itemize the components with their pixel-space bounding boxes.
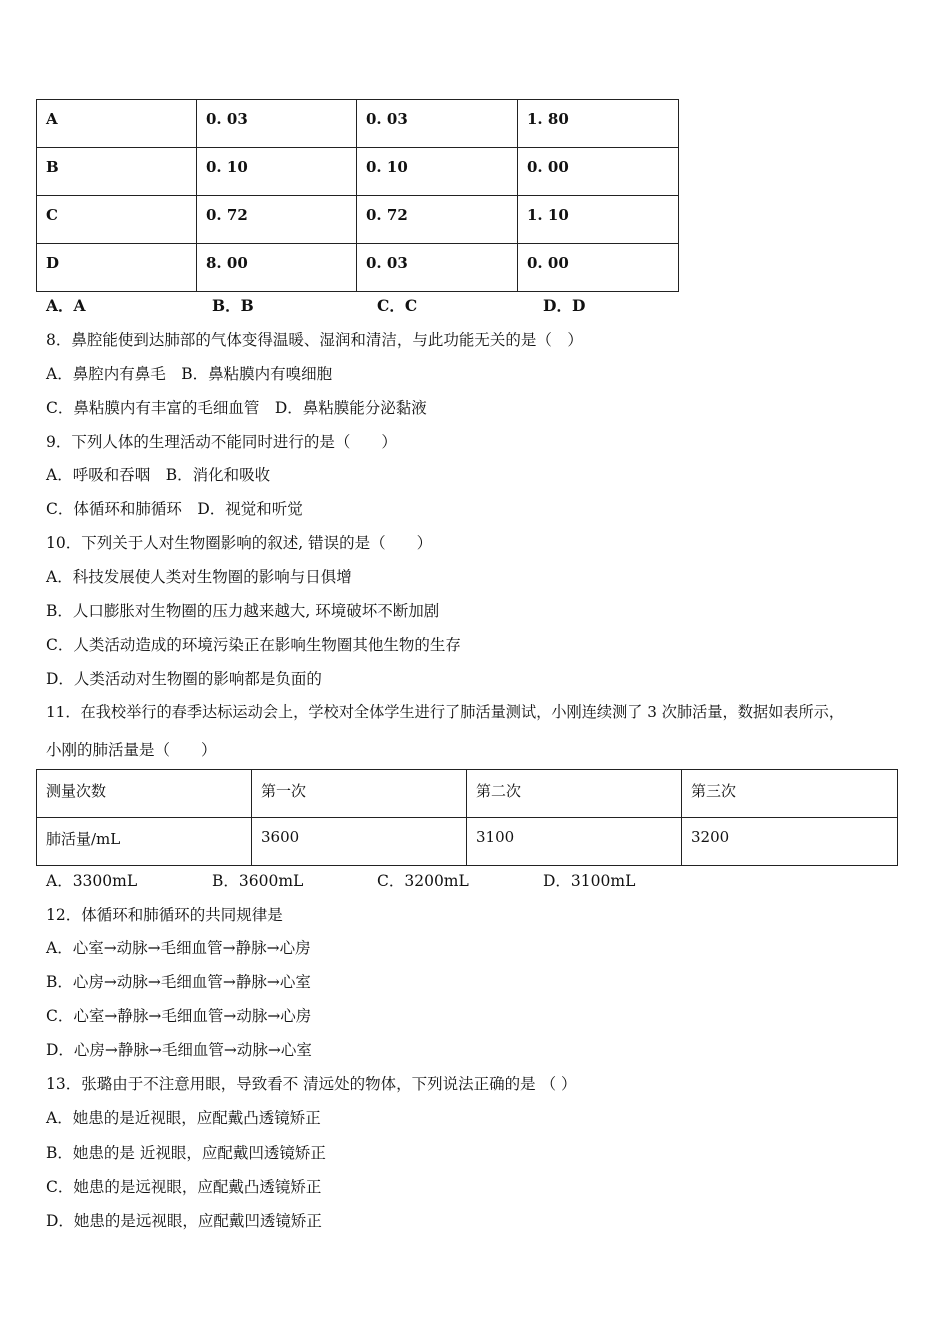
q9-options-line1[interactable]: A．呼吸和吞咽 B．消化和吸收 xyxy=(46,466,271,484)
q11-option-c[interactable]: C．3200mL xyxy=(377,872,469,890)
table-row xyxy=(37,818,898,866)
q11-stem-line1: 11．在我校举行的春季达标运动会上，学校对全体学生进行了肺活量测试，小刚连续测了 3 次肺活量，数据如表所示， xyxy=(46,703,845,721)
q13-option-b[interactable]: B．她患的是 近视眼，应配戴凹透镜矫正 xyxy=(46,1144,326,1162)
q7-option-a[interactable]: A．A xyxy=(46,296,86,315)
table-row xyxy=(37,196,679,244)
q13-stem: 13．张璐由于不注意用眼，导致看不 清远处的物体，下列说法正确的是 （ ） xyxy=(46,1075,577,1093)
q13-option-d[interactable]: D．她患的是远视眼，应配戴凹透镜矫正 xyxy=(46,1212,322,1230)
q10-stem: 10．下列关于人对生物圈影响的叙述, 错误的是（ ） xyxy=(46,534,433,552)
table-cell: A xyxy=(37,100,197,148)
table-cell: 3100 xyxy=(467,818,682,866)
table-cell: 8. 00 xyxy=(197,244,357,292)
q8-options-line2[interactable]: C．鼻粘膜内有丰富的毛细血管 D．鼻粘膜能分泌黏液 xyxy=(46,399,427,417)
table-cell: B xyxy=(37,148,197,196)
q10-option-c[interactable]: C．人类活动造成的环境污染正在影响生物圈其他生物的生存 xyxy=(46,636,461,654)
table-cell: 0. 03 xyxy=(197,100,357,148)
q11-option-b[interactable]: B．3600mL xyxy=(212,872,304,890)
table-row xyxy=(37,244,679,292)
q9-stem: 9．下列人体的生理活动不能同时进行的是（ ） xyxy=(46,433,397,451)
table-header-cell: 第三次 xyxy=(682,770,898,818)
table-cell: 1. 80 xyxy=(518,100,679,148)
q8-options-line1[interactable]: A．鼻腔内有鼻毛 B．鼻粘膜内有嗅细胞 xyxy=(46,365,333,383)
table-cell: 0. 72 xyxy=(357,196,518,244)
table-cell: 0. 00 xyxy=(518,244,679,292)
q11-option-a[interactable]: A．3300mL xyxy=(46,872,138,890)
table-header-cell: 第一次 xyxy=(252,770,467,818)
q12-option-d[interactable]: D．心房→静脉→毛细血管→动脉→心室 xyxy=(46,1041,312,1059)
q9-options-line2[interactable]: C．体循环和肺循环 D．视觉和听觉 xyxy=(46,500,303,518)
table-header-cell: 测量次数 xyxy=(37,770,252,818)
table-cell: 0. 03 xyxy=(357,100,518,148)
table-cell: 肺活量/mL xyxy=(37,818,252,866)
q7-data-table xyxy=(36,99,679,292)
table-row xyxy=(37,148,679,196)
table-cell: 3200 xyxy=(682,818,898,866)
table-cell: 1. 10 xyxy=(518,196,679,244)
q11-option-d[interactable]: D．3100mL xyxy=(543,872,636,890)
lung-capacity-table xyxy=(36,769,898,866)
q12-stem: 12．体循环和肺循环的共同规律是 xyxy=(46,906,283,924)
table-cell: C xyxy=(37,196,197,244)
q12-option-c[interactable]: C．心室→静脉→毛细血管→动脉→心房 xyxy=(46,1007,312,1025)
q11-stem-line2: 小刚的肺活量是（ ） xyxy=(46,741,217,759)
q13-option-a[interactable]: A．她患的是近视眼，应配戴凸透镜矫正 xyxy=(46,1109,321,1127)
q12-option-a[interactable]: A．心室→动脉→毛细血管→静脉→心房 xyxy=(46,939,311,957)
q7-option-b[interactable]: B．B xyxy=(212,296,254,315)
q7-option-c[interactable]: C．C xyxy=(377,296,418,315)
q10-option-a[interactable]: A．科技发展使人类对生物圈的影响与日俱增 xyxy=(46,568,352,586)
q7-option-d[interactable]: D．D xyxy=(543,296,586,315)
table-cell: 0. 03 xyxy=(357,244,518,292)
table-cell: 0. 10 xyxy=(197,148,357,196)
table-cell: D xyxy=(37,244,197,292)
q10-option-b[interactable]: B．人口膨胀对生物圈的压力越来越大, 环境破坏不断加剧 xyxy=(46,602,440,620)
table-header-cell: 第二次 xyxy=(467,770,682,818)
q12-option-b[interactable]: B．心房→动脉→毛细血管→静脉→心室 xyxy=(46,973,311,991)
table-row xyxy=(37,100,679,148)
q8-stem: 8．鼻腔能使到达肺部的气体变得温暖、湿润和清洁，与此功能无关的是（ ） xyxy=(46,331,583,349)
table-cell: 0. 00 xyxy=(518,148,679,196)
table-cell: 3600 xyxy=(252,818,467,866)
table-cell: 0. 10 xyxy=(357,148,518,196)
q13-option-c[interactable]: C．她患的是远视眼，应配戴凸透镜矫正 xyxy=(46,1178,322,1196)
q10-option-d[interactable]: D．人类活动对生物圈的影响都是负面的 xyxy=(46,670,322,688)
table-row xyxy=(37,770,898,818)
table-cell: 0. 72 xyxy=(197,196,357,244)
